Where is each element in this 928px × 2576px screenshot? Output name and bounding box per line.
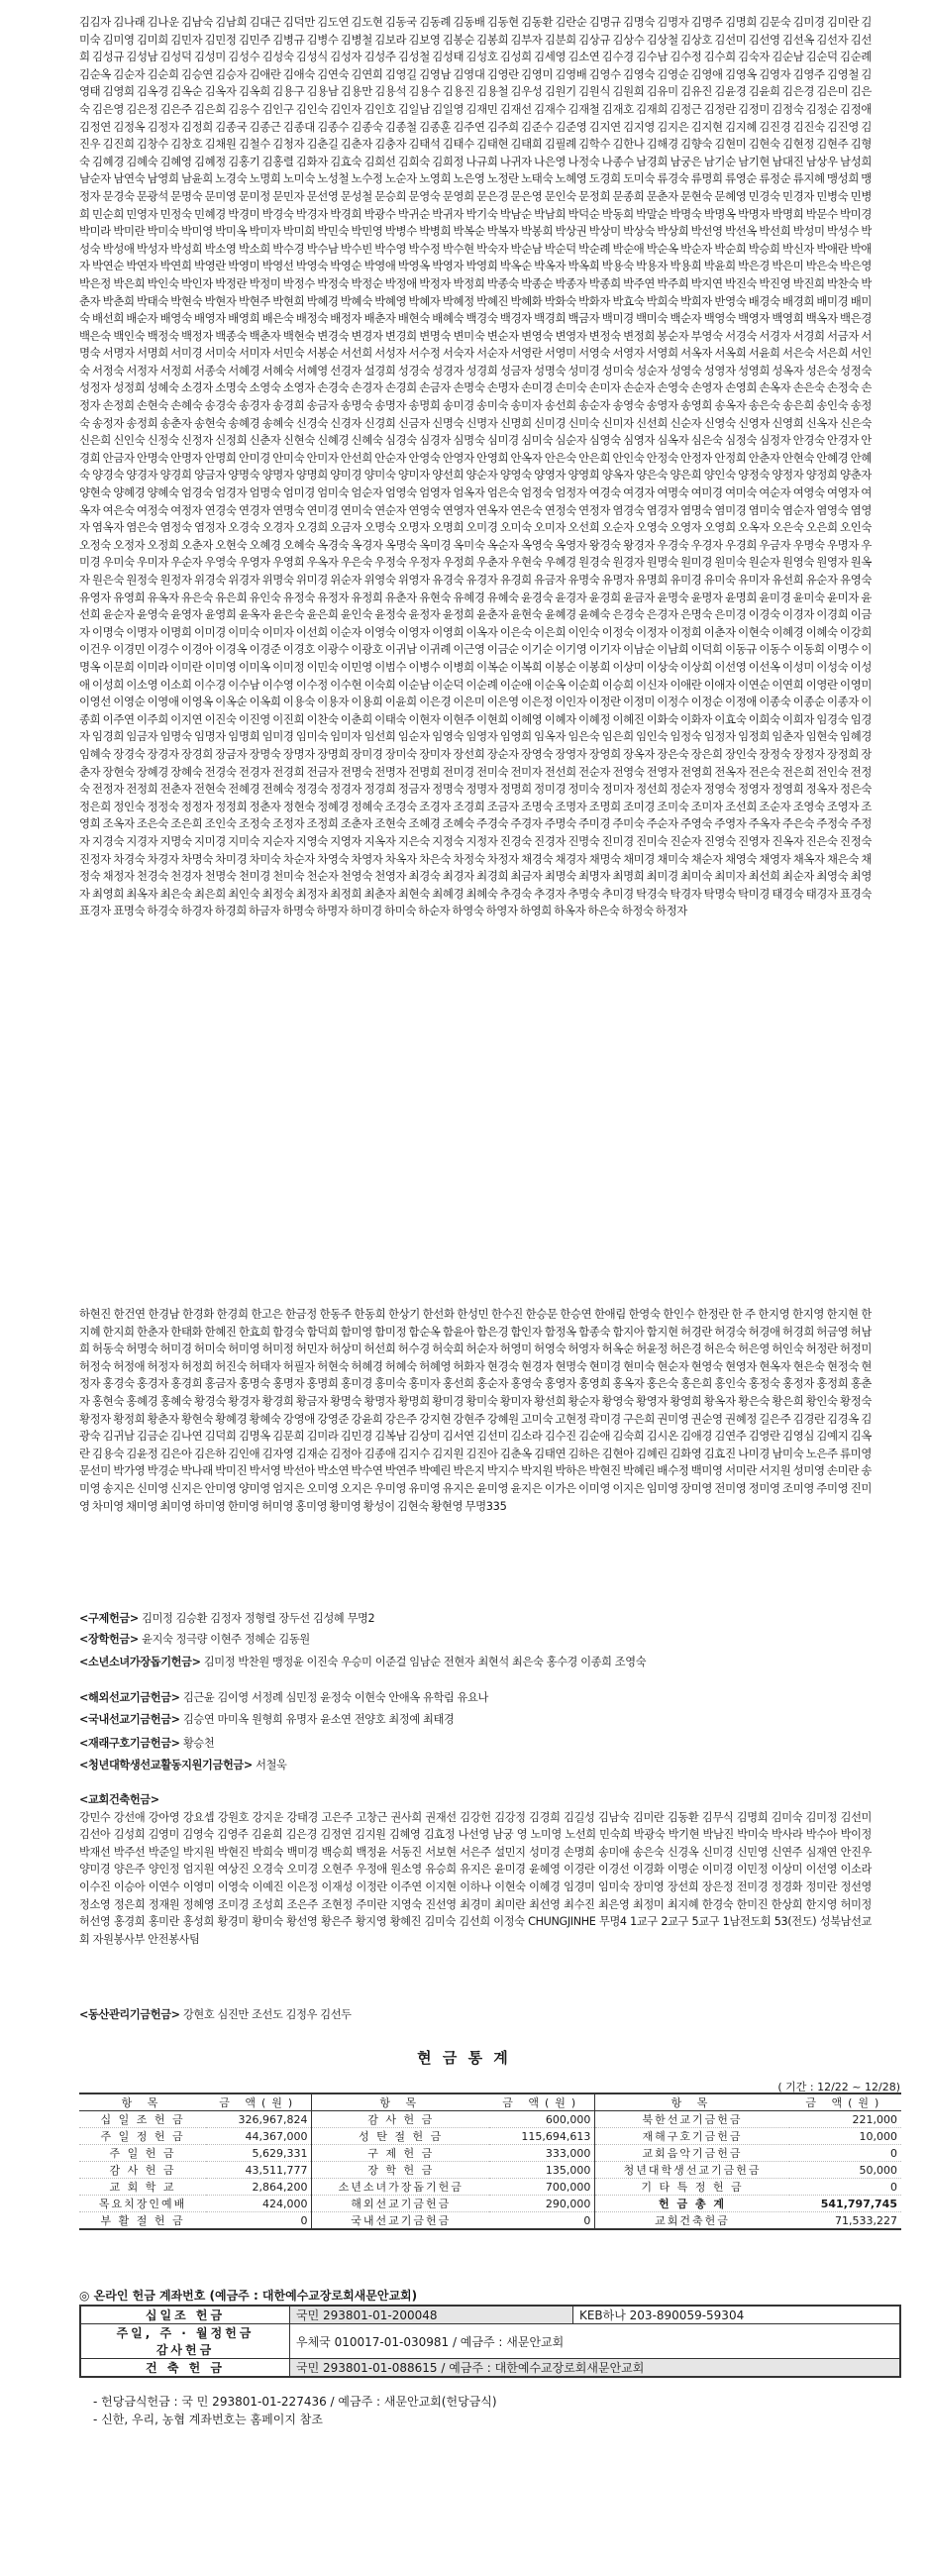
- col-item: 항 목: [595, 2093, 789, 2111]
- stats-label: 성 탄 절 헌 금: [312, 2128, 489, 2145]
- grounds-fund-offering-section: [79, 2006, 872, 2024]
- stats-total-amount: 541,797,745: [789, 2196, 901, 2212]
- stats-label: 감 사 헌 금: [312, 2111, 489, 2128]
- stats-amount: 50,000: [789, 2162, 901, 2179]
- stats-amount: 10,000: [789, 2128, 901, 2145]
- section-label: <해외선교기금헌금>: [79, 1691, 180, 1704]
- account-label: 십일조 헌금: [80, 2306, 290, 2324]
- account-number: 국민 293801-01-200048: [290, 2306, 573, 2324]
- stats-label: 목요치장인예배: [79, 2196, 206, 2212]
- stats-amount: 333,000: [489, 2145, 595, 2162]
- stats-label: 장 학 헌 금: [312, 2162, 489, 2179]
- stats-label: 감 사 헌 금: [79, 2162, 206, 2179]
- account-row: [80, 2306, 900, 2324]
- stats-amount: 424,000: [206, 2196, 312, 2212]
- section-label: <교회건축헌금>: [79, 1793, 159, 1806]
- stats-amount: 5,629,331: [206, 2145, 312, 2162]
- stats-amount: 290,000: [489, 2196, 595, 2212]
- stats-label: 기 타 특 정 헌 금: [595, 2179, 789, 2196]
- stats-amount: 0: [206, 2212, 312, 2230]
- stats-label: 소년소녀가장돕기헌금: [312, 2179, 489, 2196]
- offering-stats-title: 현 금 통 계: [417, 2049, 511, 2067]
- account-number-2: KEB하나 203-890059-59304: [572, 2306, 900, 2324]
- stats-amount: 326,967,824: [206, 2111, 312, 2128]
- stats-amount: 0: [489, 2212, 595, 2230]
- section-names: 강민수 강선애 강아영 강요셉 강원호 강지운 강태경 고은주 고창근 권사희 권재선 김강헌 김강정 김경희 김길성 김남숙 김미란 김동환 김무식 김명희 김미숙 김미정 김선미 김선아 김성희 김영미 김영숙 김영주 김윤희 김은경 김정연 김지원 김혜영 김효정 나선영 남궁 영 노미영 노선희 민숙희 박광숙 박기현 박남진 박미숙 박사라 박수아 박이정 박재선 박주선 박준일 박지원 박현진 박희숙 백미경 백승희 백정윤 서동진 서보현 서은주 설민지 성미경 손명희 송미애 송은숙 신경옥 신미경 신민영 신연주 심재연 안진우 양미경 양은주 양인정 엄지원 여상진 오경숙 오미경 오현주 우정애 원소영 유승희 유지은 윤미경 윤혜영 이경란 이경선 이경화 이명순 이미경 이민정 이상미 이선영 이소라 이수진 이승아 이연수 이영미 이영숙 이예진 이은정 이재성 이정란 이주연 이지현 이하나 이현숙 이혜경 임경미 임미숙 장미영 장선희 장은정 전미경 정경화 정미란 정선영 정소영 정은희 정재원 정혜영 조미경 조성희 조은주 조현정 주미란 지영숙 진선영 최경미 최미란 최선영 최수진 최은영 최정미 최지혜 한경숙 한미진 한상희 한지영 허미정 허선영 홍경희 홍미란 홍성희 황경미 황미숙 황선영 황은주 황지영 황혜진 김미숙 김선희 이정숙 CHUNGJINHE 무명4 1교구 2교구 5교구 1남전도회 53(전도) 성북남선교회 자원봉사부 안전봉사팀: [79, 1810, 872, 1946]
- stats-amount: 221,000: [789, 2111, 901, 2128]
- youth-support-offering-section: [79, 1654, 872, 1671]
- donor-names-list-2: 하현진 한건연 한경남 한경화 한경희 한고은 한금정 한동주 한동희 한상기 한선화 한성민 한수진 한승문 한승연 한애림 한영숙 한인수 한정란 한 주 한지영 한지영 한지현 한지혜 한지희 한춘자 한태화 한혜진 한효희 함경숙 함덕희 함미영 함미정 함순옥 함윤아 함은경 함인자 함정옥 함종숙 함지아 함지현 허경란 허경숙 허경애 허경희 허금영 허남희 허동숙 허명숙 허미경 허미숙 허미영 허미정 허민자 허상미 허선희 허수경 허숙희 허순자 허영미 허영숙 허영자 허옥순 허윤정 허은경 허은숙 허은영 허인숙 허정란 허정미 허정숙 허정애 허정자 허정희 허진숙 허태자 허필자 허현숙 허혜경 허혜숙 허혜영 허화자 현경숙 현경자 현명숙 현미경 현미숙 현순자 현영숙 현영자 현옥자 현은숙 현정숙 현정자 홍경숙 홍경자 홍경희 홍금자 홍명숙 홍명자 홍명희 홍미경 홍미숙 홍미자 홍선희 홍순자 홍영숙 홍영자 홍영희 홍옥자 홍은숙 홍은희 홍인숙 홍정숙 홍정자 홍정희 홍춘자 홍현숙 홍혜경 홍혜숙 황경숙 황경자 황경희 황금자 황명숙 황명자 황명희 황미경 황미숙 황미자 황선희 황순자 황영숙 황영자 황영희 황옥자 황은숙 황은희 황인숙 황정숙 황정자 황정희 황춘자 황현숙 황혜경 황혜숙 강영애 강영준 강윤희 강은주 강지현 강현주 강혜원 고미숙 고현정 곽미경 구은희 권미영 권순영 권혜정 길은주 김경란 김경옥 김광숙 김귀남 김금순 김나연 김덕희 김명옥 김문희 김미라 김민경 김복남 김상미 김서연 김선미 김소라 김수진 김순애 김숙희 김시온 김애경 김연주 김영란 김영심 김예지 김옥란 김용숙 김윤정 김은아 김은하 김인애 김자영 김재순 김정아 김종애 김지수 김지원 김진아 김춘옥 김태연 김하은 김현아 김혜린 김화영 김효진 나미경 남미숙 노은주 류미영 문선미 박가영 박경순 박나래 박미진 박서영 박선아 박소연 박수연 박연주 박예린 박은지 박지수 박지원 박하은 박현진 박혜린 배수정 백미영 서미란 서지원 성미영 손미란 송미영 송지은 신미영 신지은 안미영 양미영 엄지은 오미영 오지은 우미영 유미영 유지은 윤미영 윤지은 이가은 이미영 이지은 임미영 장미영 전미영 정미영 조미영 주미영 진미영 차미영 채미영 최미영 하미영 한미영 허미영 홍미영 황미영 황성이 김현숙 황현영 무명335: [79, 1307, 872, 1513]
- stats-label: 주 일 정 헌 금: [79, 2128, 206, 2145]
- stats-label: 북한선교기금헌금: [595, 2111, 789, 2128]
- col-amount: 금 액(원): [206, 2093, 312, 2111]
- stats-label: 구 제 헌 금: [312, 2145, 489, 2162]
- account-label: 주일, 주 · 월정헌금 감사헌금: [80, 2324, 290, 2359]
- stats-amount: 135,000: [489, 2162, 595, 2179]
- section-names: 김미정 박찬원 맹정윤 이진숙 우승미 이준걸 임남순 전현자 최현석 최은숙 홍수경 이종희 조영숙: [203, 1656, 647, 1668]
- stats-label: 교회음악기금헌금: [595, 2145, 789, 2162]
- section-names: 강현호 심진만 조선도 김정우 김선두: [182, 2008, 352, 2021]
- stats-row: [79, 2179, 901, 2196]
- col-amount: 금 액(원): [789, 2093, 901, 2111]
- stats-row: [79, 2162, 901, 2179]
- stats-label: 교 회 학 교: [79, 2179, 206, 2196]
- stats-amount: 600,000: [489, 2111, 595, 2128]
- stats-amount: 44,367,000: [206, 2128, 312, 2145]
- online-accounts-title: ◎ 온라인 헌금 계좌번호 (예금주 : 대한예수교장로회새문안교회): [79, 2289, 418, 2303]
- scholarship-offering-section: [79, 1631, 872, 1649]
- stats-row: [79, 2196, 901, 2212]
- section-label: <동산관리기금헌금>: [79, 2008, 180, 2021]
- col-item: 항 목: [79, 2093, 206, 2111]
- section-names: 김근윤 김이영 서정례 심민정 윤정숙 이현숙 안애옥 유학림 유요나: [182, 1691, 488, 1704]
- online-accounts-table: [79, 2305, 901, 2378]
- account-label: 건 축 헌 금: [80, 2359, 290, 2378]
- dedication-account-note: - 헌당금식헌금 : 국 민 293801-01-227436 / 예금주 : 새문안교회(헌당금식): [93, 2395, 497, 2409]
- account-row: [80, 2324, 900, 2359]
- other-banks-note: - 신한, 우리, 농협 계좌번호는 홈페이지 참조: [93, 2413, 323, 2426]
- stats-row: [79, 2212, 901, 2230]
- section-names: 황승천: [182, 1737, 215, 1750]
- stats-row: [79, 2145, 901, 2162]
- church-building-offering-section: [79, 1791, 872, 1948]
- overseas-mission-offering-section: [79, 1689, 872, 1707]
- section-label: <재래구호기금헌금>: [79, 1737, 180, 1750]
- stats-amount: 43,511,777: [206, 2162, 312, 2179]
- donor-names-list: 김김자 김나래 김나운 김남숙 김남희 김대근 김덕만 김도연 김도현 김동국 김동례 김동배 김동현 김동환 김란순 김명규 김명숙 김명자 김명주 김명희 김문숙 김미경 김미란 김미숙 김미영 김미희 김민자 김민정 김민주 김병규 김병수 김병철 김보라 김보영 김봉순 김봉희 김부자 김분희 김상규 김상수 김상철 김상호 김선미 김선영 김선옥 김선자 김선희 김성규 김성남 김성덕 김성미 김성수 김성숙 김성식 김성자 김성주 김성철 김성태 김성호 김성희 김세영 김소연 김수경 김수남 김수정 김수희 김숙자 김순남 김순덕 김순례 김순옥 김순자 김순희 김승연 김승자 김애란 김애숙 김연숙 김연희 김영길 김영남 김영대 김영란 김영미 김영배 김영수 김영숙 김영순 김영애 김영옥 김영자 김영주 김영철 김영태 김영희 김옥경 김옥순 김옥자 김옥희 김용구 김용남 김용만 김용석 김용수 김용진 김용철 김우성 김원기 김원식 김원희 김유미 김유진 김윤경 김윤희 김은경 김은미 김은숙 김은영 김은정 김은주 김은희 김응수 김인구 김인숙 김인자 김인호 김일남 김일영 김재민 김재선 김재수 김재철 김재호 김재희 김정근 김정란 김정미 김정숙 김정순 김정애 김정연 김정옥 김정자 김정희 김종국 김종근 김종대 김종수 김종숙 김종철 김종훈 김주연 김주희 김준수 김준영 김지연 김지영 김지은 김지현 김지혜 김진경 김진숙 김진영 김진우 김진희 김창수 김창호 김채원 김철수 김청자 김춘길 김춘자 김충자 김태석 김태수 김태현 김태희 김필례 김학수 김한나 김해경 김향숙 김현미 김현숙 김현정 김현주 김형숙 김혜경 김혜숙 김혜영 김혜정 김홍기 김홍렬 김화자 김효숙 김희선 김희숙 김희정 나규희 나귀자 나은영 나정숙 나종수 남경희 남궁은 남기순 남기현 남대진 남상우 남성희 남순자 남연숙 남영희 남윤희 노경숙 노명희 노미숙 노성철 노수정 노순자 노영희 노은영 노정란 노태숙 노혜영 도경희 도미숙 류경숙 류명희 류영순 류정순 류지혜 맹성희 맹정자 문경숙 문광석 문명숙 문미영 문미정 문민자 문선영 문성철 문승희 문영숙 문영희 문은경 문은영 문인숙 문정희 문종희 문춘자 문현숙 문혜영 민경숙 민경자 민병숙 민병희 민순희 민영자 민정숙 민혜경 박경미 박경숙 박경자 박경희 박광수 박귀순 박귀자 박기숙 박남순 박남희 박덕순 박동희 박말순 박명숙 박명옥 박명자 박명희 박문수 박미경 박미라 박미란 박미숙 박미영 박미옥 박미자 박미희 박민숙 박민영 박병수 박병희 박복순 박복자 박봉희 박상권 박상미 박상숙 박상희 박선영 박선옥 박선희 박성미 박성수 박성숙 박성애 박성자 박성희 박소영 박소희 박수경 박수남 박수빈 박수영 박수정 박수현 박숙자 박순남 박순덕 박순례 박순애 박순옥 박순자 박순희 박승희 박신자 박애란 박애자 박연순 박연자 박연희 박영란 박영미 박영선 박영숙 박영순 박영애 박영옥 박영자 박영희 박옥순 박옥자 박옥희 박용숙 박용자 박용희 박윤희 박은경 박은미 박은숙 박은영 박은정 박은희 박인숙 박인자 박정란 박정미 박정수 박정숙 박정순 박정애 박정자 박정희 박종숙 박종순 박종자 박종희 박주연 박주희 박지연 박진숙 박진영 박진희 박찬숙 박춘자 박춘희 박태숙 박현숙 박현자 박현주 박현희 박혜경 박혜숙 박혜영 박혜자 박혜정 박혜진 박혜화 박화숙 박화자 박효숙 박희숙 박희자 반영숙 배경숙 배경희 배미경 배미숙 배선희 배순자 배영숙 배영자 배영희 배은숙 배정숙 배정자 배춘자 배현숙 배혜숙 백경숙 백경자 백경희 백금자 백미경 백미숙 백순자 백영숙 백영자 백영희 백옥자 백은경 백은숙 백인숙 백정숙 백정자 백종숙 백춘자 백현숙 변경숙 변경자 변경희 변명숙 변미숙 변순자 변영숙 변영자 변정숙 변정희 봉순자 부영숙 서경숙 서경자 서경희 서금자 서명숙 서명자 서명희 서미경 서미숙 서미자 서민숙 서봉순 서선희 서성자 서수정 서숙자 서순자 서영란 서영미 서영숙 서영자 서영희 서옥자 서옥희 서윤희 서은숙 서은희 서인숙 서정숙 서정자 서정희 서종숙 서혜경 서혜숙 서혜영 선경자 설경희 성경숙 성경자 성경희 성금자 성명숙 성미경 성미숙 성순자 성영숙 성영자 성영희 성옥자 성은숙 성정숙 성정자 성정희 성혜숙 소경자 소명숙 소영숙 소영자 손경숙 손경자 손경희 손금자 손명숙 손명자 손미경 손미숙 손미자 손순자 손영숙 손영자 손영희 손옥자 손은숙 손정숙 손정자 손정희 손현숙 손혜숙 송경숙 송경자 송경희 송금자 송명숙 송명자 송명희 송미경 송미숙 송미자 송선희 송순자 송영숙 송영자 송영희 송옥자 송은숙 송은희 송인숙 송정숙 송정자 송정희 송춘자 송현숙 송혜경 송혜숙 신경숙 신경자 신경희 신금자 신명숙 신명자 신명희 신미경 신미숙 신미자 신선희 신순자 신영숙 신영자 신영희 신옥자 신은숙 신은희 신인숙 신정숙 신정자 신정희 신춘자 신현숙 신혜경 신혜숙 심경숙 심경자 심명숙 심미경 심미숙 심순자 심영숙 심영자 심옥자 심은숙 심정숙 심정자 안경숙 안경자 안경희 안금자 안명숙 안명자 안명희 안미경 안미숙 안미자 안선희 안순자 안영숙 안영자 안영희 안옥자 안은숙 안은희 안인숙 안정숙 안정자 안정희 안춘자 안현숙 안혜경 안혜숙 양경숙 양경자 양경희 양금자 양명숙 양명자 양명희 양미경 양미숙 양미자 양선희 양순자 양영숙 양영자 양영희 양옥자 양은숙 양은희 양인숙 양정숙 양정자 양정희 양춘자 양현숙 양혜경 양혜숙 엄경숙 엄경자 엄명숙 엄미경 엄미숙 엄순자 엄영숙 엄영자 엄옥자 엄은숙 엄정숙 엄정자 여경숙 여경자 여명숙 여미경 여미숙 여순자 여영숙 여영자 여옥자 여은숙 여정숙 여정자 연경숙 연경자 연명숙 연미경 연미숙 연순자 연영숙 연영자 연옥자 연은숙 연정숙 연정자 염경숙 염경자 염명숙 염미경 염미숙 염순자 염영숙 염영자 염옥자 염은숙 염정숙 염정자 오경숙 오경자 오경희 오금자 오명숙 오명자 오명희 오미경 오미숙 오미자 오선희 오순자 오영숙 오영자 오영희 오옥자 오은숙 오은희 오인숙 오정숙 오정자 오정희 오춘자 오현숙 오혜경 오혜숙 옥경숙 옥경자 옥명숙 옥미경 옥미숙 옥순자 옥영숙 옥영자 왕경숙 왕경자 우경숙 우경자 우경희 우금자 우명숙 우명자 우미경 우미숙 우미자 우순자 우영숙 우영자 우영희 우옥자 우은숙 우정숙 우정자 우정희 우춘자 우현숙 우혜경 원경숙 원경자 원명숙 원미경 원미숙 원순자 원영숙 원영자 원옥자 원은숙 원정숙 원정자 위경숙 위경자 위명숙 위미경 위순자 위영숙 위영자 유경숙 유경자 유경희 유금자 유명숙 유명자 유명희 유미경 유미숙 유미자 유선희 유순자 유영숙 유영자 유영희 유옥자 유은숙 유은희 유인숙 유정숙 유정자 유정희 유춘자 유현숙 유혜경 유혜숙 윤경숙 윤경자 윤경희 윤금자 윤명숙 윤명자 윤명희 윤미경 윤미숙 윤미자 윤선희 윤순자 윤영숙 윤영자 윤영희 윤옥자 윤은숙 윤은희 윤인숙 윤정숙 윤정자 윤정희 윤춘자 윤현숙 윤혜경 윤혜숙 은경숙 은경자 은명숙 은미경 이경숙 이경자 이경희 이금자 이명숙 이명자 이명희 이미경 이미숙 이미자 이선희 이순자 이영숙 이영자 이영희 이옥자 이은숙 이은희 이인숙 이정숙 이정자 이정희 이춘자 이현숙 이혜경 이혜숙 이강희 이건우 이경민 이경수 이경아 이경옥 이경준 이경호 이광수 이광호 이귀남 이귀례 이근영 이금순 이기순 이기영 이기자 이남순 이남희 이덕희 이동규 이동수 이동희 이명수 이명옥 이문희 이미라 이미란 이미영 이미옥 이미정 이민숙 이민영 이범수 이병수 이병희 이복순 이복희 이봉순 이봉희 이상미 이상숙 이상희 이선영 이선옥 이성미 이성숙 이성애 이성희 이소영 이소희 이수경 이수남 이수영 이수정 이수현 이숙희 이순남 이순덕 이순례 이순애 이순옥 이순희 이승희 이신자 이애란 이애자 이연순 이연희 이영란 이영미 이영선 이영순 이영애 이영옥 이옥순 이옥희 이용숙 이용자 이용희 이윤희 이은경 이은미 이은영 이은정 이인자 이정란 이정미 이정수 이정순 이정애 이종숙 이종순 이종자 이종희 이주연 이주희 이지연 이진숙 이진영 이진희 이찬숙 이춘희 이태숙 이현자 이현주 이현희 이혜영 이혜자 이혜정 이혜진 이화숙 이화자 이효숙 이희숙 이희자 임경숙 임경자 임경희 임금자 임명숙 임명자 임명희 임미경 임미숙 임미자 임선희 임순자 임영숙 임영자 임영희 임옥자 임은숙 임은희 임인숙 임정숙 임정자 임정희 임춘자 임현숙 임혜경 임혜숙 장경숙 장경자 장경희 장금자 장명숙 장명자 장명희 장미경 장미숙 장미자 장선희 장순자 장영숙 장영자 장영희 장옥자 장은숙 장은희 장인숙 장정숙 장정자 장정희 장춘자 장현숙 장혜경 장혜숙 전경숙 전경자 전경희 전금자 전명숙 전명자 전명희 전미경 전미숙 전미자 전선희 전순자 전영숙 전영자 전영희 전옥자 전은숙 전은희 전인숙 전정숙 전정자 전정희 전춘자 전현숙 전혜경 전혜숙 정경숙 정경자 정경희 정금자 정명숙 정명자 정명희 정미경 정미숙 정미자 정선희 정순자 정영숙 정영자 정영희 정옥자 정은숙 정은희 정인숙 정정숙 정정자 정정희 정춘자 정현숙 정혜경 정혜숙 조경숙 조경자 조경희 조금자 조명숙 조명자 조명희 조미경 조미숙 조미자 조선희 조순자 조영숙 조영자 조영희 조옥자 조은숙 조은희 조인숙 조정숙 조정자 조정희 조춘자 조현숙 조혜경 조혜숙 주경숙 주경자 주명숙 주미경 주미숙 주순자 주영숙 주영자 주옥자 주은숙 주정숙 주정자 지경숙 지경자 지명숙 지미경 지미숙 지순자 지영숙 지영자 지옥자 지은숙 지정숙 지정자 진경숙 진경자 진명숙 진미경 진미숙 진순자 진영숙 진영자 진옥자 진은숙 진정숙 진정자 차경숙 차경자 차명숙 차미경 차미숙 차순자 차영숙 차영자 차옥자 차은숙 차정숙 차정자 채경숙 채경자 채명숙 채미경 채미숙 채순자 채영숙 채영자 채옥자 채은숙 채정숙 채정자 천경숙 천경자 천명숙 천미경 천미숙 천순자 천영숙 천영자 최경숙 최경자 최경희 최금자 최명숙 최명자 최명희 최미경 최미숙 최미자 최선희 최순자 최영숙 최영자 최영희 최옥자 최은숙 최은희 최인숙 최정숙 최정자 최정희 최춘자 최현숙 최혜경 최혜숙 추경숙 추경자 추명숙 추미경 탁경숙 탁경자 탁명숙 탁미경 태경숙 태경자 표경숙 표경자 표명숙 하경숙 하경자 하경희 하금자 하명숙 하명자 하미경 하미숙 하순자 하영숙 하영자 하영희 하옥자 하은숙 하정숙 하정자: [79, 15, 872, 918]
- col-amount: 금 액(원): [489, 2093, 595, 2111]
- account-number: 국민 293801-01-088615 / 예금주 : 대한예수교장로회새문안교회: [290, 2359, 901, 2378]
- stats-label: 국내선교기금헌금: [312, 2212, 489, 2230]
- section-names: 서철욱: [256, 1759, 287, 1771]
- stats-label: 교회건축헌금: [595, 2212, 789, 2230]
- stats-amount: 2,864,200: [206, 2179, 312, 2196]
- stats-amount: 0: [789, 2179, 901, 2196]
- stats-row: [79, 2111, 901, 2128]
- stats-label: 주 일 헌 금: [79, 2145, 206, 2162]
- stats-label: 부 활 절 헌 금: [79, 2212, 206, 2230]
- account-number: 우체국 010017-01-030981 / 예금주 : 새문안교회: [290, 2324, 901, 2359]
- stats-amount: 700,000: [489, 2179, 595, 2196]
- section-label: <소년소녀가장돕기헌금>: [79, 1656, 201, 1668]
- stats-row: [79, 2128, 901, 2145]
- relief-offering-section: [79, 1610, 872, 1628]
- disaster-relief-offering-section: [79, 1735, 872, 1753]
- stats-total-label: 헌 금 총 계: [595, 2196, 789, 2212]
- stats-header-row: [79, 2093, 901, 2111]
- section-names: 김승연 마미옥 원형희 유명자 윤소연 전양호 최정예 최태경: [182, 1713, 455, 1726]
- section-label: <장학헌금>: [79, 1633, 139, 1646]
- stats-amount: 71,533,227: [789, 2212, 901, 2230]
- stats-amount: 0: [789, 2145, 901, 2162]
- col-item: 항 목: [312, 2093, 489, 2111]
- account-row: [80, 2359, 900, 2378]
- stats-amount: 115,694,613: [489, 2128, 595, 2145]
- offering-stats-table: [79, 2093, 901, 2230]
- stats-label: 청년대학생선교기금헌금: [595, 2162, 789, 2179]
- section-names: 김미정 김승환 김정자 정형렬 장두선 김성혜 무명2: [142, 1612, 375, 1625]
- section-names: 윤지숙 정극량 이현주 정혜순 김동원: [142, 1633, 310, 1646]
- domestic-mission-offering-section: [79, 1711, 872, 1729]
- section-label: <국내선교기금헌금>: [79, 1713, 180, 1726]
- stats-period: ( 기간 : 12/22 ~ 12/28): [777, 2081, 900, 2093]
- section-label: <청년대학생선교활동지원기금헌금>: [79, 1759, 253, 1771]
- section-label: <구제헌금>: [79, 1612, 139, 1625]
- campus-mission-offering-section: [79, 1757, 872, 1774]
- stats-label: 재해구호기금헌금: [595, 2128, 789, 2145]
- stats-label: 해외선교기금헌금: [312, 2196, 489, 2212]
- stats-label: 십 일 조 헌 금: [79, 2111, 206, 2128]
